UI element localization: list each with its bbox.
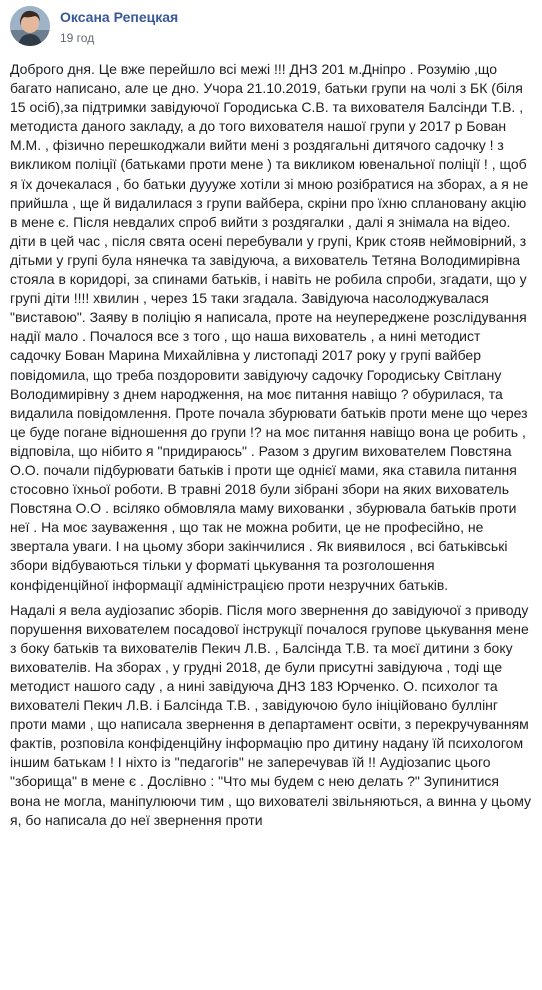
- post-paragraph-1: Доброго дня. Це вже перейшло всі межі !!! ДНЗ 201 м.Дніпро . Розумію ,що багато написано, але це дно. Учора 21.10.2019, батьки групи на чолі з БК (біля 15 осіб),за підтримки завідуючої Городиська С.В. та вихователя Балсінди Т.В. , методиста даного закладу, а до того вихователя нашої групи у 2017 р Бован М.М. , фізично перешкоджали вийти мені з роздягальні дитячого садочку ! з викликом поліції (батьками проти мене ) та викликом ювенальної поліції ! , щоб я їх дочекалася , бо батьки дуууже хотіли зі мною розібратися на зборах, а я не прийшла , ще й видалилася з групи вайбера, скріни про їхню сплановану акцію в мене є. Після невдалих спроб вийти з роздягалки , далі я знімала на відео. діти в цей час , після свята осені перебували у групі, Крик стояв неймовірний, з дітьми у групі була нянечка та завідуюча, а вихователь Тетяна Володимирівна стояла в коридорі, за спинами батьків, і навіть не робила спроби, згадати, що у групі діти !!!! хвилин , через 15 таки згадала. Завідуюча насолоджувалася "виставою". Заяву в поліцію я написала, проте на неупереджене розслідування надії мало . Почалося все з того , що наша вихователь , а нині методист садочку Бован Марина Михайлівна у листопаді 2017 року у групі вайбер повідомила, що треба поздоровити завідуючу садочку Городиську Світлану Володимирівну з днем народження, на моє питання навіщо ? обурилася, та видалила повідомлення. Проте почала збурювати батьків проти мене що через це буде погане відношення до групи !? на моє питання навіщо вона це робить , відповіла, що нібито я "придираюсь" . Разом з другим вихователем Повстяна О.О. почали підбурювати батьків і проти ще однієї мами, яка ставила питання стосовно їхньої роботи. В травні 2018 були зібрані збори на яких вихователь Повстяна О.О . всіляко обмовляла маму вихованки , збурювала батьків проти неї . На моє зауваження , що так не можна робити, це не професійно, не звертала уваги. І на цьому збори закінчилися . Як виявилося , всі батьківські збори відбуваються тільки у форматі цькування та розголошення конфіденційної інформації адміністрацією проти незручних батьків.: [10, 61, 533, 593]
- post-paragraph-2: Надалі я вела аудіозапис зборів. Після мого звернення до завідуючої з приводу порушення вихователем посадової інструкції почалося групове цькування мене з боку батьків та вихователів Пекич Л.В. , Балсінда Т.В. та моєї дитини з боку вихователів. На зборах , у грудні 2018, де були присутні завідуюча , тоді ще методист нашого саду , а нині завідуюча ДНЗ 183 Юрченко. О. психолог та вихователі Пекич Л.В. і Балсінда Т.В. , завідуючою було ініційовано буллінг проти мами , що написала звернення в департамент освіти, з перекручуванням фактів, розповіла конфіденційну інформацію про дитину надану їй психологом іншим батькам ! І ніхто із "педагогів" не заперечував їй !! Аудіозапис цього "зборища" в мене є . Дослівно : "Что мы будем с нею делать ?" Зупинитися вона не могла, маніпулюючи тим , що вихователі звільняються, а винна у цьому я, бо написала до неї звернення проти: [10, 601, 535, 828]
- post-body: [0, 56, 542, 830]
- author-avatar[interactable]: [10, 6, 50, 46]
- post-meta: [60, 4, 178, 46]
- author-name-link[interactable]: Оксана Репецкая: [60, 9, 179, 25]
- post-timestamp[interactable]: 19 год: [60, 31, 95, 45]
- post-header: [0, 0, 542, 56]
- profile-photo-icon: [10, 6, 50, 46]
